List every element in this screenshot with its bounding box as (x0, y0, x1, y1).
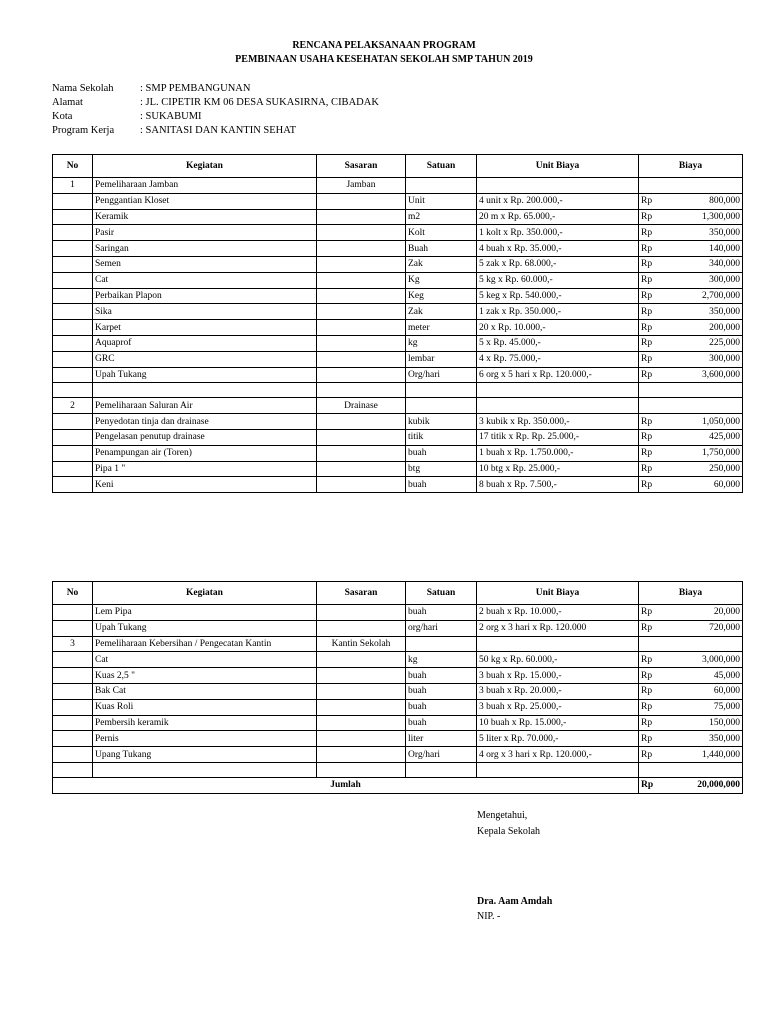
cell-no: 1 (53, 178, 93, 194)
table-row (53, 477, 743, 493)
cell-currency: Rp (639, 461, 679, 477)
cell-currency: Rp (639, 477, 679, 493)
table-row (53, 652, 743, 668)
cell-kegiatan: Pernis (93, 731, 317, 747)
cell-currency: Rp (639, 320, 679, 336)
table-body (53, 178, 743, 493)
budget-table-2 (52, 581, 743, 794)
table-row (53, 605, 743, 621)
cell-satuan (406, 762, 477, 777)
header-kegiatan: Kegiatan (93, 582, 317, 605)
cell-sasaran (317, 477, 406, 493)
info-row-address (52, 96, 379, 110)
cell-kegiatan: Sika (93, 304, 317, 320)
cell-unit-biaya: 5 keg x Rp. 540.000,- (477, 288, 639, 304)
cell-currency: Rp (639, 272, 679, 288)
header-sasaran: Sasaran (317, 582, 406, 605)
school-info (52, 82, 379, 138)
cell-currency: Rp (639, 351, 679, 367)
cell-biaya: 140,000 (679, 241, 743, 257)
cell-sasaran (317, 320, 406, 336)
cell-satuan: lembar (406, 351, 477, 367)
cell-biaya: 3,000,000 (679, 652, 743, 668)
cell-no (53, 241, 93, 257)
table-row (53, 461, 743, 477)
cell-sasaran (317, 351, 406, 367)
table-row (53, 383, 743, 398)
cell-sasaran (317, 256, 406, 272)
cell-unit-biaya: 4 unit x Rp. 200.000,- (477, 193, 639, 209)
table-header-row (53, 582, 743, 605)
info-label: Program Kerja (52, 125, 115, 136)
cell-kegiatan: Pengelasan penutup drainase (93, 429, 317, 445)
cell-biaya (679, 398, 743, 414)
cell-currency: Rp (639, 715, 679, 731)
table-row (53, 335, 743, 351)
cell-kegiatan: Saringan (93, 241, 317, 257)
cell-currency: Rp (639, 652, 679, 668)
cell-sasaran: Drainase (317, 398, 406, 414)
cell-no (53, 351, 93, 367)
table-row (53, 367, 743, 383)
info-label: Nama Sekolah (52, 83, 114, 94)
table-body (53, 605, 743, 778)
cell-sasaran (317, 731, 406, 747)
cell-kegiatan: Cat (93, 652, 317, 668)
cell-biaya: 75,000 (679, 699, 743, 715)
table-row (53, 762, 743, 777)
cell-currency: Rp (639, 256, 679, 272)
info-label: Kota (52, 111, 73, 122)
cell-sasaran (317, 288, 406, 304)
cell-satuan: kubik (406, 414, 477, 430)
cell-kegiatan: Upang Tukang (93, 747, 317, 763)
cell-unit-biaya: 10 buah x Rp. 15.000,- (477, 715, 639, 731)
cell-currency: Rp (639, 699, 679, 715)
cell-sasaran (317, 304, 406, 320)
cell-unit-biaya: 6 org x 5 hari x Rp. 120.000,- (477, 367, 639, 383)
cell-satuan: buah (406, 699, 477, 715)
cell-unit-biaya: 3 buah x Rp. 15.000,- (477, 668, 639, 684)
cell-no (53, 762, 93, 777)
cell-biaya: 1,750,000 (679, 445, 743, 461)
cell-no (53, 383, 93, 398)
cell-kegiatan: Pasir (93, 225, 317, 241)
cell-satuan: Keg (406, 288, 477, 304)
document-title: RENCANA PELAKSANAAN PROGRAM (292, 40, 476, 51)
table-row (53, 636, 743, 652)
cell-kegiatan: Aquaprof (93, 335, 317, 351)
cell-satuan: kg (406, 652, 477, 668)
cell-biaya: 350,000 (679, 225, 743, 241)
cell-unit-biaya: 4 buah x Rp. 35.000,- (477, 241, 639, 257)
cell-unit-biaya: 3 buah x Rp. 20.000,- (477, 683, 639, 699)
cell-kegiatan: Kuas 2,5 " (93, 668, 317, 684)
cell-no (53, 620, 93, 636)
cell-currency: Rp (639, 683, 679, 699)
cell-currency (639, 762, 679, 777)
cell-unit-biaya: 8 buah x Rp. 7.500,- (477, 477, 639, 493)
cell-unit-biaya: 5 zak x Rp. 68.000,- (477, 256, 639, 272)
cell-currency (639, 398, 679, 414)
cell-biaya (679, 762, 743, 777)
cell-kegiatan: Cat (93, 272, 317, 288)
info-value: : SMP PEMBANGUNAN (140, 83, 251, 94)
cell-unit-biaya: 5 liter x Rp. 70.000,- (477, 731, 639, 747)
info-row-school (52, 82, 379, 96)
cell-unit-biaya: 20 x Rp. 10.000,- (477, 320, 639, 336)
table-row (53, 193, 743, 209)
document-subtitle: PEMBINAAN USAHA KESEHATAN SEKOLAH SMP TAHUN 2019 (235, 54, 533, 65)
cell-no (53, 699, 93, 715)
cell-satuan: Kg (406, 272, 477, 288)
cell-sasaran (317, 445, 406, 461)
cell-kegiatan: Bak Cat (93, 683, 317, 699)
cell-currency: Rp (639, 668, 679, 684)
cell-unit-biaya (477, 762, 639, 777)
cell-satuan: kg (406, 335, 477, 351)
header-unit-biaya: Unit Biaya (477, 582, 639, 605)
cell-no (53, 747, 93, 763)
cell-unit-biaya: 4 x Rp. 75.000,- (477, 351, 639, 367)
table-row (53, 429, 743, 445)
cell-no (53, 668, 93, 684)
cell-currency: Rp (639, 731, 679, 747)
cell-currency: Rp (639, 414, 679, 430)
cell-no (53, 683, 93, 699)
table-row (53, 731, 743, 747)
cell-sasaran: Jamban (317, 178, 406, 194)
info-value: : SUKABUMI (140, 111, 202, 122)
budget-table-1 (52, 154, 743, 493)
cell-kegiatan: Pemeliharaan Jamban (93, 178, 317, 194)
cell-no (53, 225, 93, 241)
cell-sasaran (317, 272, 406, 288)
cell-currency: Rp (639, 747, 679, 763)
table-row (53, 304, 743, 320)
cell-kegiatan: Pembersih keramik (93, 715, 317, 731)
cell-sasaran (317, 335, 406, 351)
cell-kegiatan: Upah Tukang (93, 367, 317, 383)
cell-satuan (406, 636, 477, 652)
cell-sasaran (317, 652, 406, 668)
cell-kegiatan: Penampungan air (Toren) (93, 445, 317, 461)
cell-satuan: buah (406, 605, 477, 621)
cell-biaya: 45,000 (679, 668, 743, 684)
cell-biaya: 60,000 (679, 477, 743, 493)
cell-biaya: 300,000 (679, 272, 743, 288)
cell-no (53, 445, 93, 461)
cell-unit-biaya: 20 m x Rp. 65.000,- (477, 209, 639, 225)
cell-satuan: Zak (406, 304, 477, 320)
header-biaya: Biaya (639, 155, 743, 178)
cell-kegiatan: Penyedotan tinja dan drainase (93, 414, 317, 430)
cell-kegiatan: Pemeliharaan Kebersihan / Pengecatan Kantin (93, 636, 317, 652)
total-label: Jumlah (53, 777, 639, 793)
cell-sasaran (317, 605, 406, 621)
cell-unit-biaya (477, 178, 639, 194)
cell-satuan: meter (406, 320, 477, 336)
cell-unit-biaya: 2 org x 3 hari x Rp. 120.000 (477, 620, 639, 636)
cell-kegiatan: Semen (93, 256, 317, 272)
cell-satuan: Kolt (406, 225, 477, 241)
total-value: 20,000,000 (679, 777, 743, 793)
cell-sasaran: Kantin Sekolah (317, 636, 406, 652)
cell-unit-biaya: 10 btg x Rp. 25.000,- (477, 461, 639, 477)
cell-currency: Rp (639, 209, 679, 225)
cell-satuan: org/hari (406, 620, 477, 636)
cell-unit-biaya: 3 kubik x Rp. 350.000,- (477, 414, 639, 430)
cell-currency (639, 178, 679, 194)
header-kegiatan: Kegiatan (93, 155, 317, 178)
cell-no (53, 193, 93, 209)
cell-currency: Rp (639, 193, 679, 209)
table-row (53, 445, 743, 461)
cell-sasaran (317, 620, 406, 636)
cell-no (53, 209, 93, 225)
cell-unit-biaya: 17 titik x Rp. Rp. 25.000,- (477, 429, 639, 445)
cell-biaya (679, 178, 743, 194)
cell-sasaran (317, 225, 406, 241)
cell-no (53, 715, 93, 731)
signature-acknowledged: Mengetahui, (477, 810, 528, 821)
cell-unit-biaya (477, 383, 639, 398)
header-satuan: Satuan (406, 582, 477, 605)
cell-currency: Rp (639, 304, 679, 320)
cell-biaya (679, 636, 743, 652)
cell-no (53, 477, 93, 493)
table-row (53, 620, 743, 636)
cell-satuan: m2 (406, 209, 477, 225)
header-no: No (53, 155, 93, 178)
cell-satuan: buah (406, 683, 477, 699)
cell-biaya (679, 383, 743, 398)
cell-no (53, 320, 93, 336)
cell-currency: Rp (639, 225, 679, 241)
cell-no: 3 (53, 636, 93, 652)
cell-satuan: titik (406, 429, 477, 445)
cell-no (53, 461, 93, 477)
cell-unit-biaya: 1 zak x Rp. 350.000,- (477, 304, 639, 320)
cell-unit-biaya (477, 398, 639, 414)
cell-currency: Rp (639, 241, 679, 257)
cell-sasaran (317, 383, 406, 398)
info-label: Alamat (52, 97, 83, 108)
table-row (53, 683, 743, 699)
cell-biaya: 425,000 (679, 429, 743, 445)
cell-unit-biaya: 5 kg x Rp. 60.000,- (477, 272, 639, 288)
cell-sasaran (317, 668, 406, 684)
cell-biaya: 2,700,000 (679, 288, 743, 304)
cell-kegiatan: Karpet (93, 320, 317, 336)
cell-biaya: 350,000 (679, 304, 743, 320)
cell-biaya: 1,440,000 (679, 747, 743, 763)
cell-sasaran (317, 762, 406, 777)
cell-no (53, 414, 93, 430)
cell-kegiatan: Pipa 1 " (93, 461, 317, 477)
cell-satuan: Buah (406, 241, 477, 257)
table-row (53, 272, 743, 288)
cell-biaya: 60,000 (679, 683, 743, 699)
cell-biaya: 20,000 (679, 605, 743, 621)
table-row (53, 699, 743, 715)
table-row (53, 668, 743, 684)
cell-kegiatan (93, 383, 317, 398)
cell-currency: Rp (639, 288, 679, 304)
cell-kegiatan: Perbaikan Plapon (93, 288, 317, 304)
cell-satuan: buah (406, 668, 477, 684)
cell-biaya: 1,300,000 (679, 209, 743, 225)
cell-satuan: buah (406, 715, 477, 731)
cell-no (53, 304, 93, 320)
total-row (53, 777, 743, 793)
cell-satuan: btg (406, 461, 477, 477)
cell-unit-biaya: 4 org x 3 hari x Rp. 120.000,- (477, 747, 639, 763)
cell-no (53, 652, 93, 668)
cell-no (53, 256, 93, 272)
cell-kegiatan: Lem Pipa (93, 605, 317, 621)
cell-sasaran (317, 461, 406, 477)
cell-no: 2 (53, 398, 93, 414)
cell-no (53, 429, 93, 445)
cell-no (53, 605, 93, 621)
header-satuan: Satuan (406, 155, 477, 178)
cell-satuan: Org/hari (406, 367, 477, 383)
cell-currency: Rp (639, 605, 679, 621)
cell-unit-biaya: 1 kolt x Rp. 350.000,- (477, 225, 639, 241)
cell-no (53, 367, 93, 383)
table-row (53, 225, 743, 241)
cell-biaya: 300,000 (679, 351, 743, 367)
table-row (53, 288, 743, 304)
cell-sasaran (317, 747, 406, 763)
cell-satuan (406, 383, 477, 398)
cell-satuan: Org/hari (406, 747, 477, 763)
total-currency: Rp (639, 777, 679, 793)
signature-role: Kepala Sekolah (477, 826, 541, 837)
cell-biaya: 250,000 (679, 461, 743, 477)
info-value: : SANITASI DAN KANTIN SEHAT (140, 125, 297, 136)
cell-satuan: liter (406, 731, 477, 747)
cell-kegiatan: Pemeliharaan Saluran Air (93, 398, 317, 414)
cell-biaya: 350,000 (679, 731, 743, 747)
table-header-row (53, 155, 743, 178)
cell-no (53, 288, 93, 304)
table-row (53, 256, 743, 272)
signature-nip: NIP. - (477, 911, 501, 922)
info-row-city (52, 110, 379, 124)
cell-no (53, 335, 93, 351)
cell-kegiatan: Penggantian Kloset (93, 193, 317, 209)
cell-sasaran (317, 715, 406, 731)
cell-unit-biaya: 50 kg x Rp. 60.000,- (477, 652, 639, 668)
cell-currency: Rp (639, 429, 679, 445)
cell-kegiatan: Upah Tukang (93, 620, 317, 636)
cell-currency (639, 636, 679, 652)
signature-name: Dra. Aam Amdah (477, 896, 553, 907)
cell-unit-biaya: 5 x Rp. 45.000,- (477, 335, 639, 351)
cell-currency: Rp (639, 620, 679, 636)
info-value: : JL. CIPETIR KM 06 DESA SUKASIRNA, CIBADAK (140, 97, 379, 108)
cell-sasaran (317, 241, 406, 257)
cell-currency (639, 383, 679, 398)
table-row (53, 414, 743, 430)
cell-biaya: 200,000 (679, 320, 743, 336)
cell-currency: Rp (639, 445, 679, 461)
table-row (53, 178, 743, 194)
cell-satuan (406, 178, 477, 194)
header-sasaran: Sasaran (317, 155, 406, 178)
table-row (53, 398, 743, 414)
header-no: No (53, 582, 93, 605)
table-row (53, 320, 743, 336)
info-row-program (52, 124, 379, 138)
cell-kegiatan: GRC (93, 351, 317, 367)
cell-sasaran (317, 683, 406, 699)
cell-kegiatan: Kuas Roli (93, 699, 317, 715)
header-biaya: Biaya (639, 582, 743, 605)
table-row (53, 715, 743, 731)
cell-sasaran (317, 209, 406, 225)
cell-currency: Rp (639, 367, 679, 383)
cell-satuan: buah (406, 477, 477, 493)
cell-unit-biaya: 2 buah x Rp. 10.000,- (477, 605, 639, 621)
cell-kegiatan (93, 762, 317, 777)
cell-biaya: 800,000 (679, 193, 743, 209)
table-row (53, 209, 743, 225)
cell-sasaran (317, 193, 406, 209)
cell-no (53, 272, 93, 288)
cell-satuan: Unit (406, 193, 477, 209)
cell-currency: Rp (639, 335, 679, 351)
cell-satuan (406, 398, 477, 414)
cell-unit-biaya (477, 636, 639, 652)
cell-unit-biaya: 3 buah x Rp. 25.000,- (477, 699, 639, 715)
cell-sasaran (317, 414, 406, 430)
cell-biaya: 1,050,000 (679, 414, 743, 430)
cell-no (53, 731, 93, 747)
cell-biaya: 150,000 (679, 715, 743, 731)
cell-biaya: 720,000 (679, 620, 743, 636)
header-unit-biaya: Unit Biaya (477, 155, 639, 178)
cell-biaya: 3,600,000 (679, 367, 743, 383)
cell-kegiatan: Keramik (93, 209, 317, 225)
cell-biaya: 225,000 (679, 335, 743, 351)
cell-satuan: Zak (406, 256, 477, 272)
cell-sasaran (317, 429, 406, 445)
cell-unit-biaya: 1 buah x Rp. 1.750.000,- (477, 445, 639, 461)
table-row (53, 241, 743, 257)
table-row (53, 351, 743, 367)
cell-sasaran (317, 367, 406, 383)
cell-satuan: buah (406, 445, 477, 461)
cell-sasaran (317, 699, 406, 715)
cell-kegiatan: Keni (93, 477, 317, 493)
table-row (53, 747, 743, 763)
cell-biaya: 340,000 (679, 256, 743, 272)
